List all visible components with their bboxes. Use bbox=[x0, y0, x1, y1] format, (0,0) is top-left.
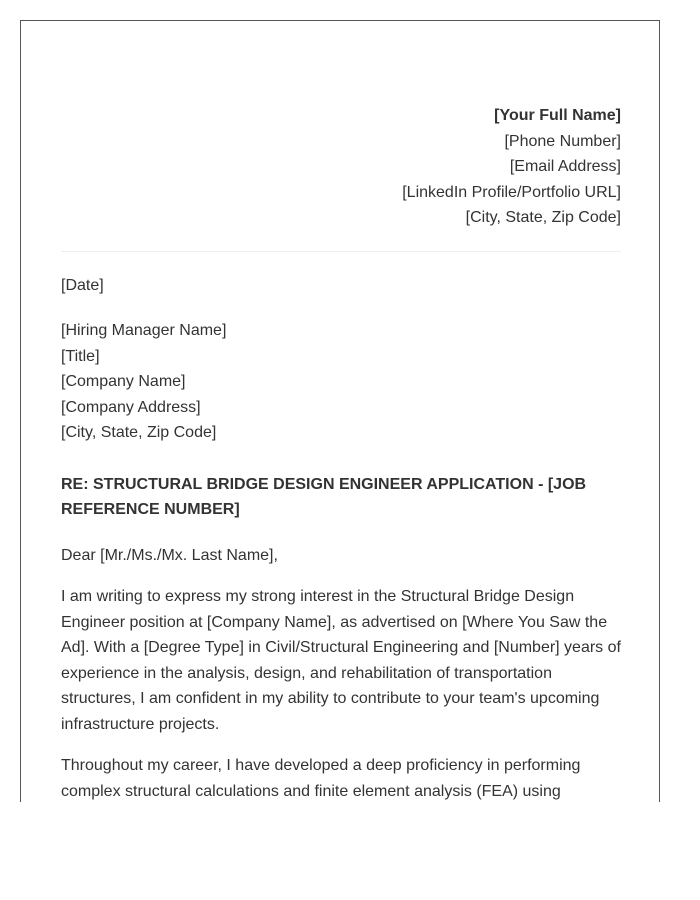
salutation: Dear [Mr./Ms./Mx. Last Name], bbox=[61, 546, 278, 564]
recipient-title: [Title] bbox=[61, 347, 100, 365]
paragraph-line: experience in the analysis, design, and rehabilitation of transportation bbox=[61, 664, 552, 682]
subject-line bbox=[61, 472, 621, 523]
recipient-block bbox=[61, 318, 621, 446]
paragraph-line: structures, I am confident in my ability to contribute to your team's upcoming bbox=[61, 690, 600, 707]
paragraph-line: Throughout my career, I have developed a deep proficiency in performing bbox=[61, 757, 581, 774]
body-paragraph-1 bbox=[61, 584, 621, 737]
recipient-city: [City, State, Zip Code] bbox=[61, 424, 217, 441]
letter-page bbox=[20, 20, 660, 802]
paragraph-line: infrastructure projects. bbox=[61, 715, 220, 733]
sender-phone: [Phone Number] bbox=[504, 132, 621, 150]
recipient-company: [Company Name] bbox=[61, 373, 186, 390]
paragraph-line: I am writing to express my strong interest in the Structural Bridge Design bbox=[61, 588, 575, 605]
subject-line-1: RE: STRUCTURAL BRIDGE DESIGN ENGINEER APPLICATION - [JOB bbox=[61, 475, 587, 493]
letter-content bbox=[61, 103, 621, 802]
subject-line-2: REFERENCE NUMBER] bbox=[61, 501, 240, 518]
sender-linkedin: [LinkedIn Profile/Portfolio URL] bbox=[402, 183, 621, 201]
header-divider bbox=[61, 251, 621, 252]
sender-city: [City, State, Zip Code] bbox=[465, 209, 621, 226]
letter-date: [Date] bbox=[61, 276, 104, 294]
recipient-manager: [Hiring Manager Name] bbox=[61, 322, 227, 339]
sender-name: [Your Full Name] bbox=[494, 107, 621, 124]
paragraph-line: Engineer position at [Company Name], as advertised on [Where You Saw the bbox=[61, 613, 608, 631]
body-paragraph-2 bbox=[61, 753, 621, 802]
sender-block bbox=[61, 103, 621, 231]
paragraph-line: complex structural calculations and finite element analysis (FEA) using bbox=[61, 782, 561, 800]
paragraph-line: Ad]. With a [Degree Type] in Civil/Structural Engineering and [Number] years of bbox=[61, 639, 621, 656]
recipient-address: [Company Address] bbox=[61, 398, 201, 416]
sender-email: [Email Address] bbox=[509, 158, 621, 175]
